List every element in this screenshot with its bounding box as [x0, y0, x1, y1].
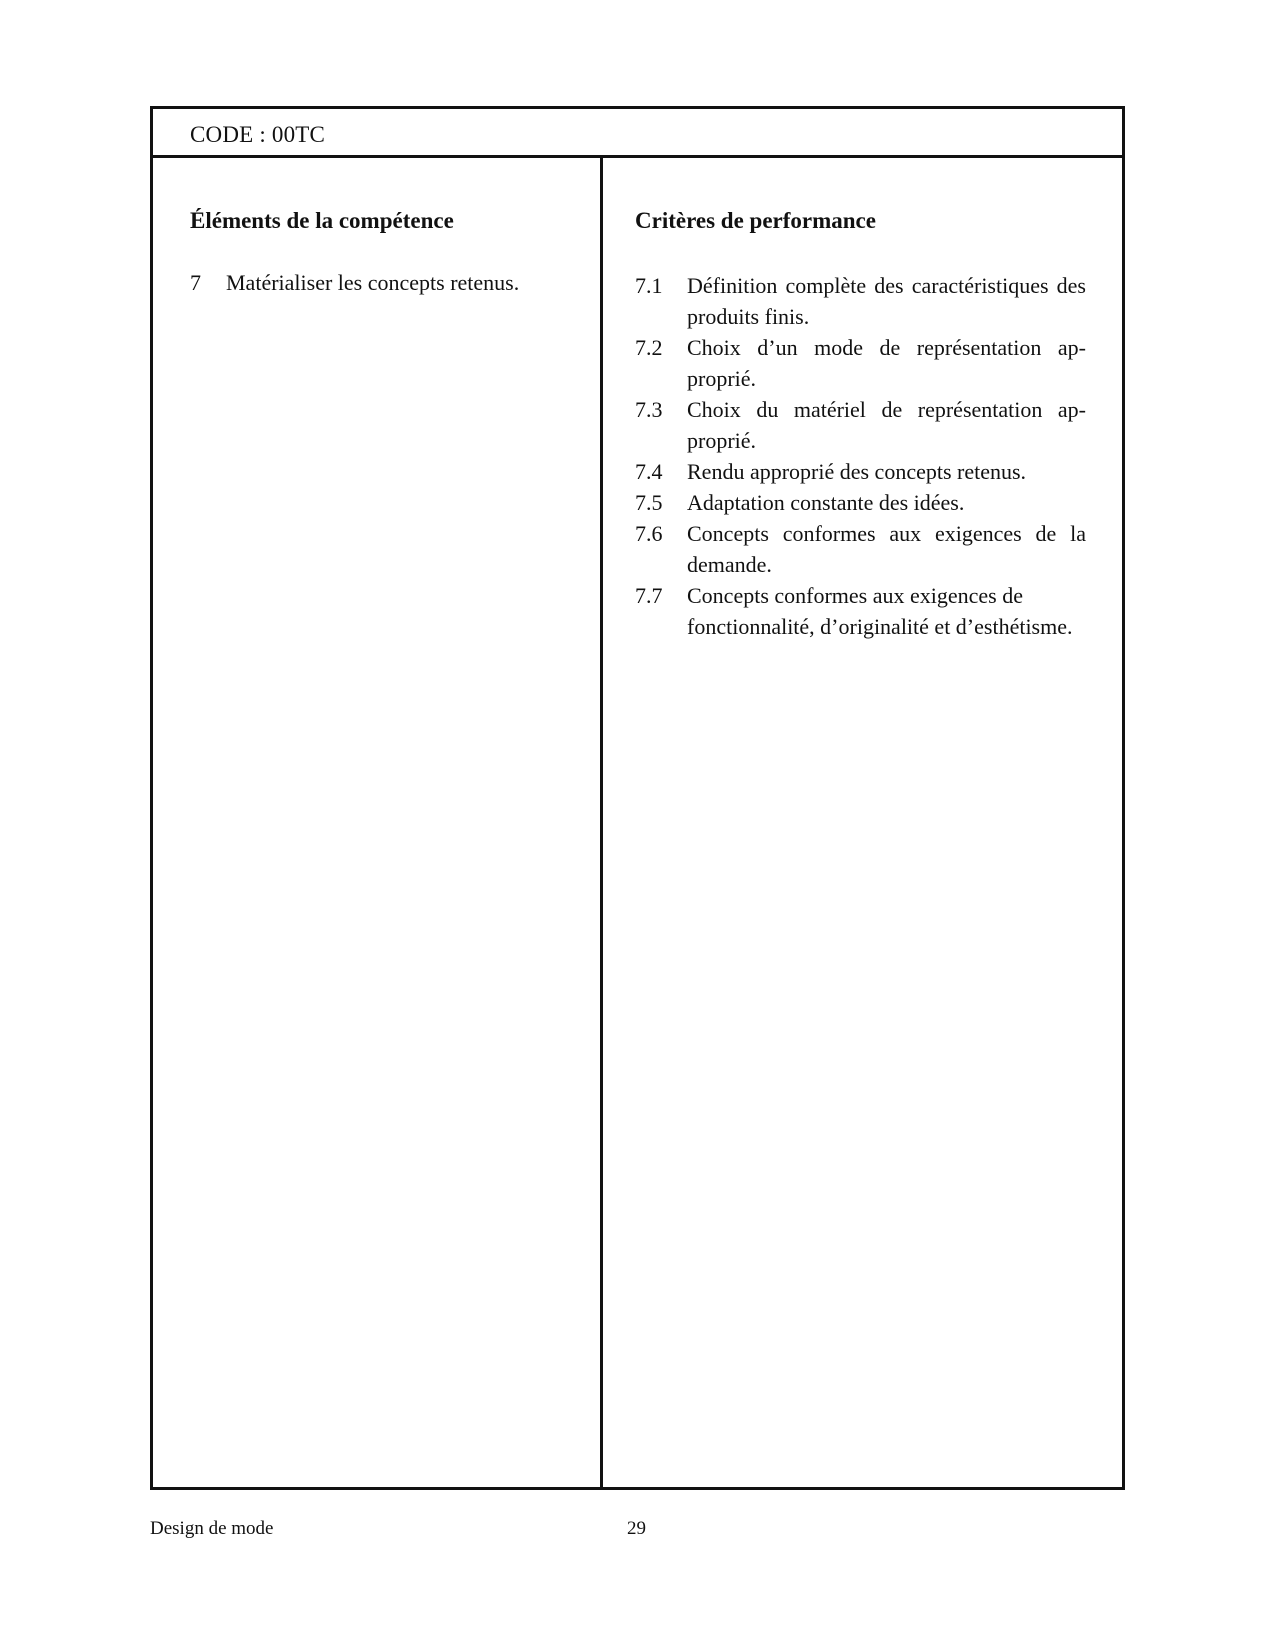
competence-element	[190, 270, 519, 296]
criterion-number: 7.7	[635, 583, 663, 608]
criterion-item	[635, 518, 1086, 580]
criterion-item	[635, 456, 1086, 487]
element-text: Matérialiser les concepts retenus.	[226, 270, 520, 295]
criterion-item	[635, 332, 1086, 394]
code-label: CODE : 00TC	[190, 122, 326, 147]
element-number: 7	[190, 270, 201, 295]
criterion-item	[635, 487, 1086, 518]
competence-table	[150, 106, 1125, 1490]
column-divider	[600, 155, 603, 1490]
elements-heading: Éléments de la compétence	[190, 208, 454, 233]
page-number: 29	[627, 1518, 646, 1539]
code-header	[153, 109, 1122, 158]
criterion-number: 7.5	[635, 490, 663, 515]
criterion-number: 7.2	[635, 335, 663, 360]
criterion-number: 7.4	[635, 459, 663, 484]
criterion-text: Définition complète des caractéristiques des produits finis.	[687, 273, 1086, 329]
criterion-text: Choix du matériel de représentation approprié.	[687, 397, 1086, 453]
footer-program: Design de mode	[150, 1518, 274, 1539]
criterion-number: 7.1	[635, 273, 663, 298]
criteria-heading: Critères de performance	[635, 208, 876, 233]
criterion-text: Concepts conformes aux exigences de la demande.	[687, 521, 1086, 577]
criterion-text: Adaptation constante des idées.	[687, 490, 965, 515]
criterion-item	[635, 270, 1086, 332]
criteria-list	[635, 270, 1086, 642]
criterion-text: Rendu approprié des concepts retenus.	[687, 459, 1027, 484]
criterion-item	[635, 580, 1086, 642]
criterion-number: 7.6	[635, 521, 663, 546]
criterion-text: Choix d’un mode de représentation approprié.	[687, 335, 1086, 391]
criterion-number: 7.3	[635, 397, 663, 422]
criterion-text: Concepts conformes aux exigences de fonctionnalité, d’originalité et d’esthétisme.	[687, 583, 1073, 639]
criterion-item	[635, 394, 1086, 456]
